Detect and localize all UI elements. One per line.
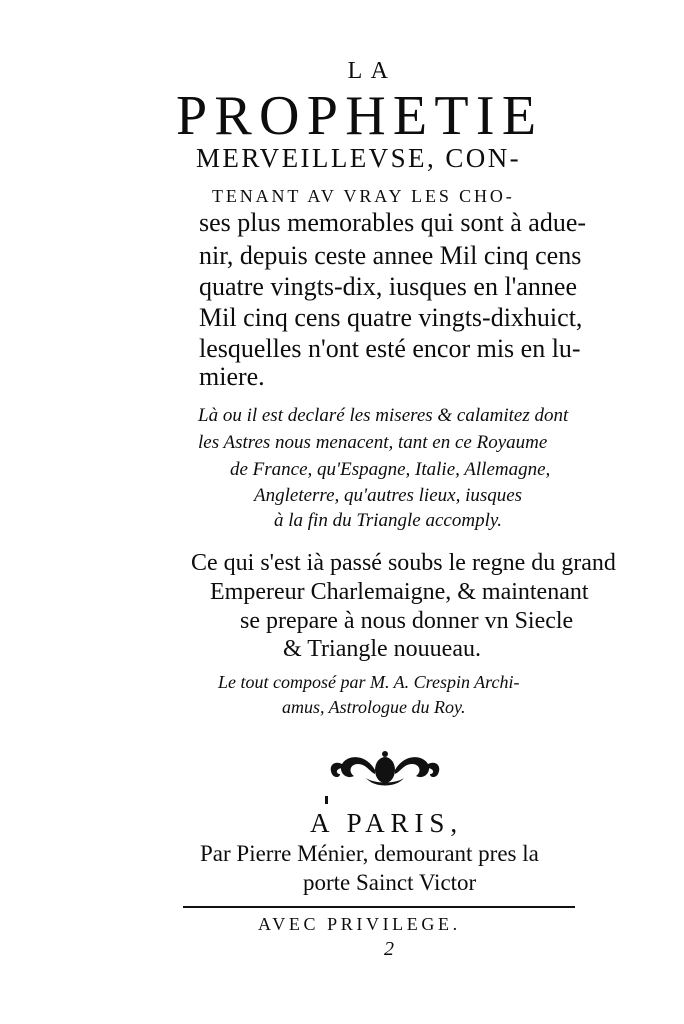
page-number: 2 bbox=[384, 938, 394, 960]
author-line-2: amus, Astrologue du Roy. bbox=[282, 697, 466, 717]
roman-line-2: Empereur Charlemaigne, & maintenant bbox=[210, 579, 589, 605]
body-line-7: lesquelles n'ont esté encor mis en lu- bbox=[199, 334, 581, 363]
author-line-1: Le tout composé par M. A. Crespin Archi- bbox=[218, 672, 520, 692]
ornament-mark bbox=[325, 796, 328, 804]
privilege-notice: AVEC PRIVILEGE. bbox=[258, 914, 461, 934]
title-la: LA bbox=[347, 58, 397, 84]
imprint-printer: Par Pierre Ménier, demourant pres la bbox=[200, 841, 539, 866]
body-line-6: Mil cinq cens quatre vingts-dixhuict, bbox=[199, 303, 583, 332]
title-prophetie: PROPHETIE bbox=[176, 85, 544, 147]
italic-line-3: de France, qu'Espagne, Italie, Allemagne, bbox=[230, 459, 551, 480]
roman-line-3: se prepare à nous donner vn Siecle bbox=[240, 608, 574, 634]
body-line-4: nir, depuis ceste annee Mil cinq cens bbox=[199, 241, 582, 270]
body-line-3: ses plus memorables qui sont à adue- bbox=[199, 208, 587, 237]
roman-line-1: Ce qui s'est ià passé soubs le regne du grand bbox=[191, 550, 616, 576]
roman-line-4: & Triangle nouueau. bbox=[283, 636, 481, 662]
body-line-8: miere. bbox=[199, 362, 265, 391]
body-line-1: MERVEILLEVSE, CON- bbox=[196, 143, 522, 173]
italic-line-4: Angleterre, qu'autres lieux, iusques bbox=[254, 485, 523, 506]
imprint-address: porte Sainct Victor bbox=[303, 870, 477, 895]
fleuron-ornament bbox=[326, 748, 444, 792]
divider-rule bbox=[183, 906, 575, 908]
italic-line-2: les Astres nous menacent, tant en ce Royaume bbox=[198, 432, 548, 453]
body-line-5: quatre vingts-dix, iusques en l'annee bbox=[199, 272, 577, 301]
body-line-2: TENANT AV VRAY LES CHO- bbox=[212, 186, 515, 206]
italic-line-5: à la fin du Triangle accomply. bbox=[274, 510, 502, 531]
imprint-city: A PARIS, bbox=[310, 808, 464, 838]
italic-line-1: Là ou il est declaré les miseres & calamitez dont bbox=[198, 405, 569, 426]
